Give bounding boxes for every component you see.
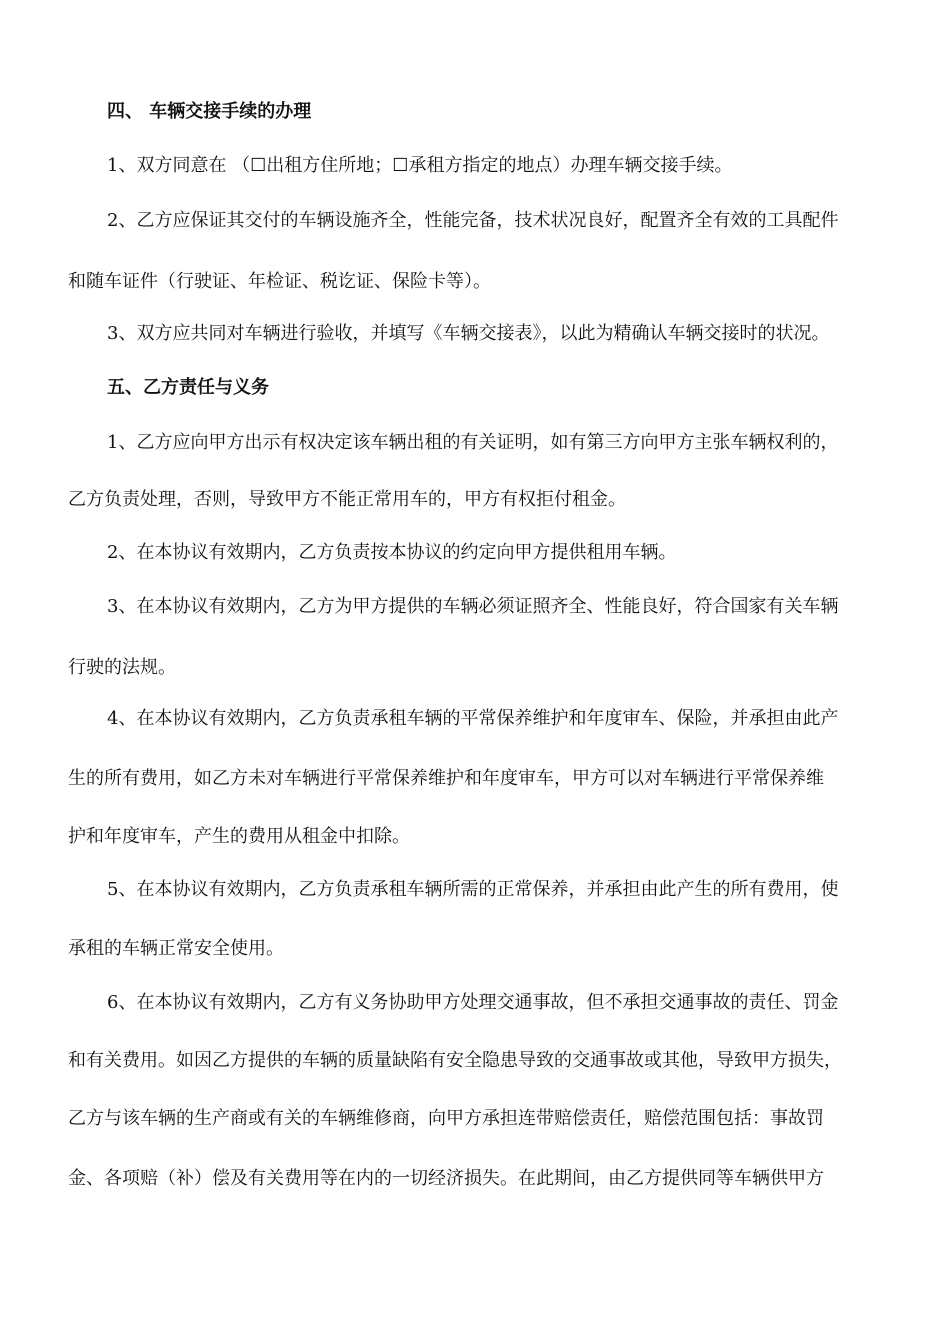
section-5-item-6-line-1: 6、在本协议有效期内，乙方有义务协助甲方处理交通事故，但不承担交通事故的责任、罚金 bbox=[107, 992, 839, 1013]
section-4-heading: 四、 车辆交接手续的办理 bbox=[107, 101, 312, 122]
section-5-item-4-line-1: 4、在本协议有效期内，乙方负责承租车辆的平常保养维护和年度审车、保险，并承担由此产 bbox=[107, 708, 839, 729]
section-4-item-2-line-2: 和随车证件（行驶证、年检证、税讫证、保险卡等）。 bbox=[68, 271, 491, 292]
section-5-heading: 五、乙方责任与义务 bbox=[107, 377, 269, 398]
section-5-item-4-line-2: 生的所有费用，如乙方未对车辆进行平常保养维护和年度审车，甲方可以对车辆进行平常保养维 bbox=[68, 768, 824, 789]
section-5-item-6-line-4: 金、各项赔（补）偿及有关费用等在内的一切经济损失。在此期间，由乙方提供同等车辆供甲方 bbox=[68, 1168, 824, 1189]
section-5-item-6-line-3: 乙方与该车辆的生产商或有关的车辆维修商，向甲方承担连带赔偿责任，赔偿范围包括：事故罚 bbox=[68, 1108, 824, 1129]
section-4-item-3: 3、双方应共同对车辆进行验收，并填写《车辆交接表》，以此为精确认车辆交接时的状况。 bbox=[107, 323, 830, 344]
section-5-item-1-line-1: 1、乙方应向甲方出示有权决定该车辆出租的有关证明，如有第三方向甲方主张车辆权利的， bbox=[107, 432, 839, 453]
section-5-item-2: 2、在本协议有效期内，乙方负责按本协议的约定向甲方提供租用车辆。 bbox=[107, 542, 677, 563]
section-5-item-3-line-1: 3、在本协议有效期内，乙方为甲方提供的车辆必须证照齐全、性能良好，符合国家有关车辆 bbox=[107, 596, 839, 617]
section-5-item-5-line-2: 承租的车辆正常安全使用。 bbox=[68, 938, 284, 959]
section-5-item-4-line-3: 护和年度审车，产生的费用从租金中扣除。 bbox=[68, 826, 410, 847]
section-5-item-5-line-1: 5、在本协议有效期内，乙方负责承租车辆所需的正常保养，并承担由此产生的所有费用，使 bbox=[107, 879, 839, 900]
section-4-item-1: 1、双方同意在 （☐出租方住所地；☐承租方指定的地点）办理车辆交接手续。 bbox=[107, 155, 733, 176]
section-5-item-6-line-2: 和有关费用。如因乙方提供的车辆的质量缺陷有安全隐患导致的交通事故或其他，导致甲方损失， bbox=[68, 1050, 842, 1071]
section-5-item-3-line-2: 行驶的法规。 bbox=[68, 657, 176, 678]
section-4-item-2-line-1: 2、乙方应保证其交付的车辆设施齐全，性能完备，技术状况良好，配置齐全有效的工具配件 bbox=[107, 210, 839, 231]
section-5-item-1-line-2: 乙方负责处理，否则，导致甲方不能正常用车的，甲方有权拒付租金。 bbox=[68, 489, 626, 510]
